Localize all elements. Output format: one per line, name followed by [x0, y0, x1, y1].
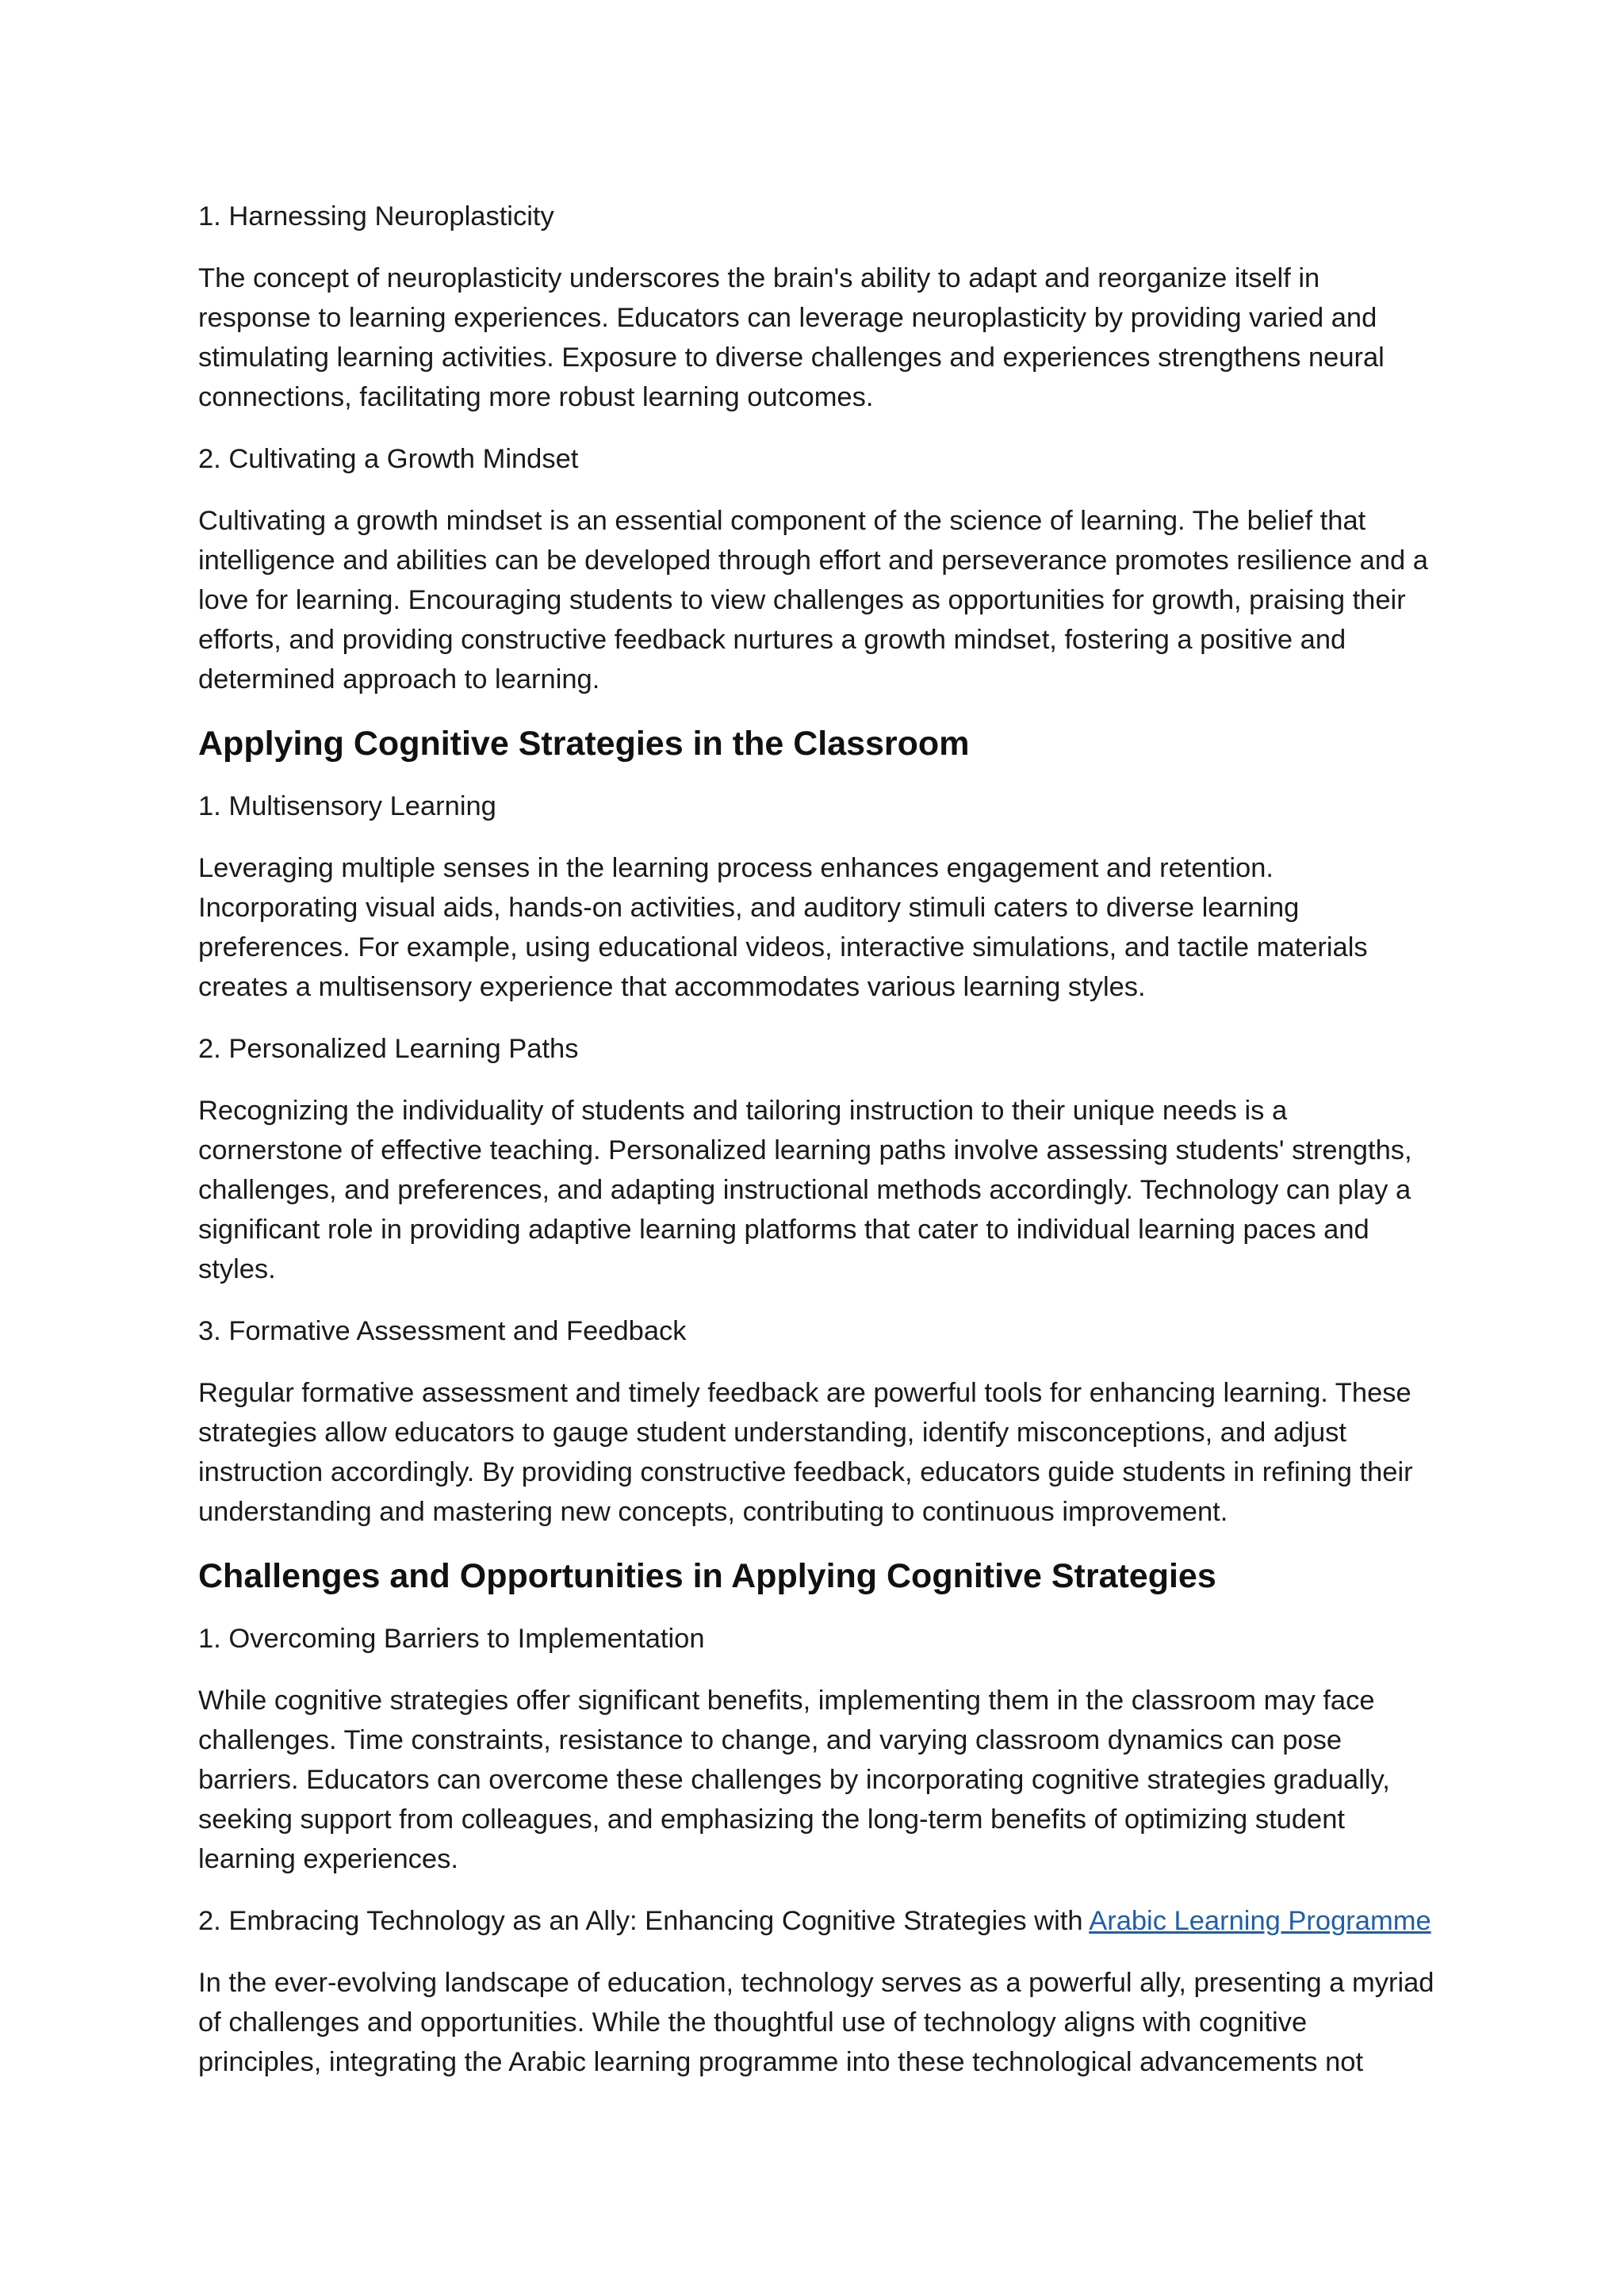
arabic-learning-programme-link[interactable]: Arabic Learning Programme — [1089, 1906, 1431, 1936]
subsection-title: 1. Overcoming Barriers to Implementation — [198, 1624, 705, 1654]
paragraph: While cognitive strategies offer significant benefits, implementing them in the classroom may face challenges. Time constraints, resistance to change, and varying classroom dynamics can pose barriers. Educators can overcome these challenges by incorporating cognitive strategies gradually, seeking support from colleagues, and emphasizing the long-term benefits of optimizing student learning experiences. — [198, 1686, 1390, 1874]
section-heading: Applying Cognitive Strategies in the Classroom — [198, 725, 970, 763]
paragraph: Regular formative assessment and timely feedback are powerful tools for enhancing learning. These strategies allow educators to gauge student understanding, identify misconceptions, and adjust instruction accordingly. By providing constructive feedback, educators guide students in refining their understanding and mastering new concepts, contributing to continuous improvement. — [198, 1378, 1413, 1527]
paragraph: Leveraging multiple senses in the learning process enhances engagement and retention. Incorporating visual aids, hands-on activities, and auditory stimuli caters to diverse learning preferences. For example, using educational videos, interactive simulations, and tactile materials creates a multisensory experience that accommodates various learning styles. — [198, 853, 1368, 1002]
subsection-title-prefix: 2. Embracing Technology as an Ally: Enhancing Cognitive Strategies with — [198, 1906, 1090, 1936]
subsection-title: 2. Personalized Learning Paths — [198, 1034, 579, 1064]
document-page — [198, 197, 1435, 2104]
paragraph: The concept of neuroplasticity underscores the brain's ability to adapt and reorganize itself in response to learning experiences. Educators can leverage neuroplasticity by providing varied and stimulating learning activities. Exposure to diverse challenges and experiences strengthens neural connections, facilitating more robust learning outcomes. — [198, 263, 1385, 412]
paragraph: In the ever-evolving landscape of education, technology serves as a powerful ally, presenting a myriad of challenges and opportunities. While the thoughtful use of technology aligns with cognitive principles, integrating the Arabic learning programme into these technological advancements not — [198, 1968, 1434, 2077]
subsection-title: 1. Multisensory Learning — [198, 791, 496, 821]
paragraph: Recognizing the individuality of students and tailoring instruction to their unique needs is a cornerstone of effective teaching. Personalized learning paths involve assessing students' strengths, challenges, and preferences, and adapting instructional methods accordingly. Technology can play a significant role in providing adaptive learning platforms that cater to individual learning paces and styles. — [198, 1096, 1412, 1284]
subsection-title-with-link — [198, 1901, 1435, 1941]
subsection-title: 1. Harnessing Neuroplasticity — [198, 201, 554, 232]
section-heading: Challenges and Opportunities in Applying Cognitive Strategies — [198, 1557, 1216, 1595]
subsection-title: 2. Cultivating a Growth Mindset — [198, 444, 579, 474]
subsection-title: 3. Formative Assessment and Feedback — [198, 1316, 687, 1346]
paragraph: Cultivating a growth mindset is an essential component of the science of learning. The belief that intelligence and abilities can be developed through effort and perseverance promotes resilience and a love for learning. Encouraging students to view challenges as opportunities for growth, praising their efforts, and providing constructive feedback nurtures a growth mindset, fostering a positive and determined approach to learning. — [198, 506, 1428, 695]
